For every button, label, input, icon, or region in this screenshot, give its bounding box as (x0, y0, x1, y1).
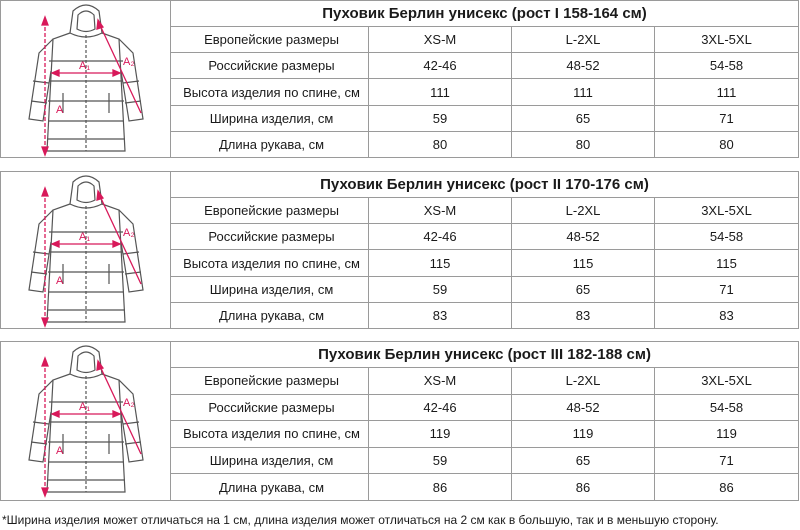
table-cell: 59 (369, 106, 512, 131)
table-cell: 80 (719, 136, 734, 152)
row-label: Длина рукава, см (171, 474, 369, 500)
table-cell: 48-52 (512, 395, 655, 421)
table-row (171, 303, 798, 328)
table-cell: 83 (719, 307, 734, 323)
coat-outline (29, 176, 143, 322)
table-cell: 111 (369, 79, 512, 104)
table-row (171, 277, 798, 303)
table-cell: 42-46 (369, 395, 512, 421)
table-cell: 80 (369, 132, 512, 157)
width-measure-label: A₁ (79, 231, 91, 243)
row-label: Высота изделия по спине, см (171, 79, 369, 104)
row-label: Европейские размеры (171, 368, 369, 394)
table-cell: 59 (369, 448, 512, 474)
footnote: *Ширина изделия может отличаться на 1 см, длина изделия может отличаться на 2 см как в большую, так и в меньшую сторону. (2, 513, 719, 527)
size-table-title: Пуховик Берлин унисекс (рост II 170-176 см) (171, 172, 798, 198)
row-label: Ширина изделия, см (171, 448, 369, 474)
row-label: Европейские размеры (171, 27, 369, 52)
table-cell: 115 (716, 255, 737, 271)
coat-image-cell (1, 1, 171, 157)
table-cell: 83 (369, 303, 512, 328)
height-measure-label: A (56, 275, 64, 287)
table-cell: 42-46 (369, 53, 512, 78)
table-cell: 115 (369, 250, 512, 275)
table-cell: XS-M (369, 368, 512, 394)
table-row (171, 53, 798, 79)
coat-measurement-diagram (1, 172, 169, 332)
table-cell: 80 (512, 132, 655, 157)
table-row (171, 27, 798, 53)
row-label: Российские размеры (171, 53, 369, 78)
row-label: Ширина изделия, см (171, 106, 369, 131)
table-row (171, 132, 798, 157)
table-row (171, 224, 798, 250)
coat-outline (29, 346, 143, 492)
table-cell: 71 (719, 281, 734, 297)
table-cell: L-2XL (512, 368, 655, 394)
table-cell: 119 (716, 426, 737, 442)
table-cell: 3XL-5XL (701, 203, 752, 219)
table-cell: 48-52 (512, 224, 655, 249)
row-label: Высота изделия по спине, см (171, 250, 369, 275)
size-table-block (0, 341, 799, 501)
table-row (171, 474, 798, 500)
coat-measurement-diagram (1, 342, 169, 502)
row-label: Длина рукава, см (171, 132, 369, 157)
table-row (171, 106, 798, 132)
table-row (171, 395, 798, 422)
row-label: Российские размеры (171, 395, 369, 421)
coat-image-cell (1, 342, 171, 500)
size-table (171, 172, 798, 328)
table-cell: 59 (369, 277, 512, 302)
table-row (171, 250, 798, 276)
table-row (171, 198, 798, 224)
width-measure-label: A₁ (79, 401, 91, 413)
sleeve-measure-label: A₂ (123, 227, 135, 239)
table-cell: 119 (369, 421, 512, 447)
width-measure-label: A₁ (79, 60, 91, 72)
table-cell: 3XL-5XL (701, 373, 752, 389)
table-cell: XS-M (369, 198, 512, 223)
row-label: Ширина изделия, см (171, 277, 369, 302)
table-cell: 65 (512, 448, 655, 474)
table-cell: 83 (512, 303, 655, 328)
table-row (171, 448, 798, 475)
table-cell: L-2XL (512, 198, 655, 223)
size-table-block (0, 0, 799, 158)
table-cell: 115 (512, 250, 655, 275)
table-cell: 86 (719, 479, 734, 495)
row-label: Длина рукава, см (171, 303, 369, 328)
table-cell: 3XL-5XL (701, 32, 752, 48)
size-table (171, 1, 798, 157)
sleeve-measure-label: A₂ (123, 56, 135, 68)
size-table-title: Пуховик Берлин унисекс (рост I 158-164 см) (171, 1, 798, 27)
size-table-title: Пуховик Берлин унисекс (рост III 182-188 см) (171, 342, 798, 368)
table-cell: 71 (719, 110, 734, 126)
table-cell: 119 (512, 421, 655, 447)
size-table-block (0, 171, 799, 329)
table-cell: 54-58 (709, 58, 744, 74)
table-cell: L-2XL (512, 27, 655, 52)
row-label: Европейские размеры (171, 198, 369, 223)
height-measure-label: A (56, 445, 64, 457)
sleeve-measure-label: A₂ (123, 397, 135, 409)
row-label: Российские размеры (171, 224, 369, 249)
table-cell: 86 (369, 474, 512, 500)
table-row (171, 368, 798, 395)
table-row (171, 79, 798, 105)
table-cell: 65 (512, 277, 655, 302)
table-cell: 54-58 (709, 229, 744, 245)
table-cell: 86 (512, 474, 655, 500)
table-cell: 42-46 (369, 224, 512, 249)
height-measure-label: A (56, 104, 64, 116)
table-cell: 71 (719, 453, 734, 469)
table-cell: 48-52 (512, 53, 655, 78)
coat-measurement-diagram (1, 1, 169, 161)
row-label: Высота изделия по спине, см (171, 421, 369, 447)
table-cell: 111 (512, 79, 655, 104)
table-cell: 111 (716, 84, 737, 100)
coat-image-cell (1, 172, 171, 328)
table-cell: 54-58 (709, 399, 744, 415)
coat-outline (29, 5, 143, 151)
table-cell: 65 (512, 106, 655, 131)
table-row (171, 421, 798, 448)
size-table (171, 342, 798, 500)
table-cell: XS-M (369, 27, 512, 52)
